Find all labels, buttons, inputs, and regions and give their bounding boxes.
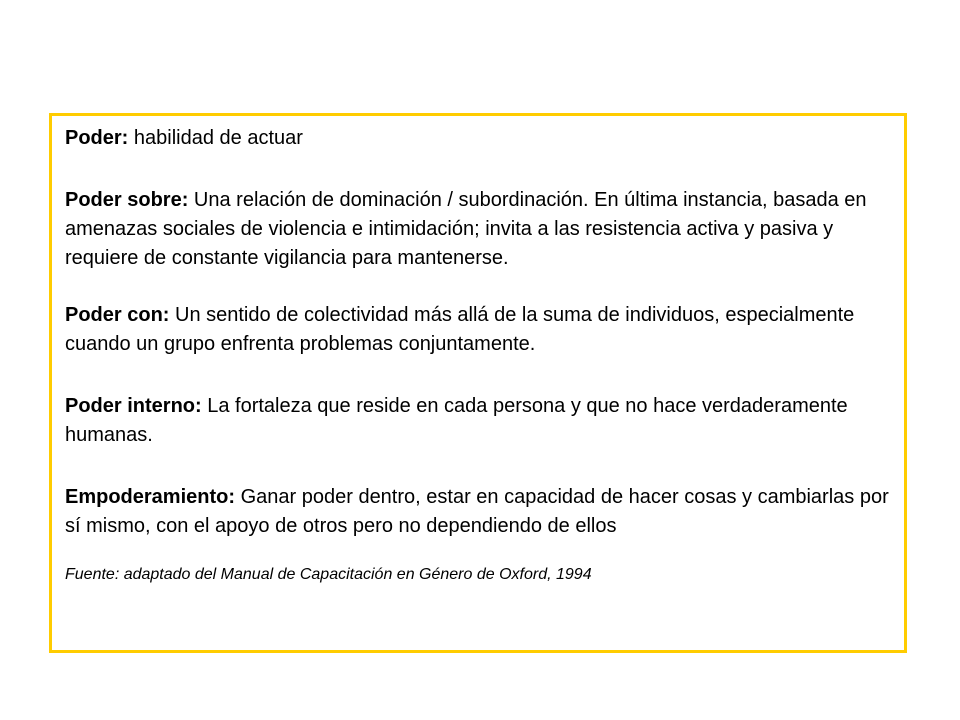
term-poder-con: Poder con: (65, 304, 170, 326)
definition-poder (65, 124, 890, 153)
definition-poder-interno (65, 392, 890, 450)
definitions-box (49, 113, 907, 653)
term-poder-sobre: Poder sobre: (65, 189, 189, 211)
text-empoderamiento: Ganar poder dentro, estar en capacidad de hacer cosas y cambiarlas por sí mismo, con el apoyo de otros pero no dependiendo de ellos (65, 486, 889, 537)
text-poder: habilidad de actuar (128, 127, 303, 149)
text-poder-sobre: Una relación de dominación / subordinación. En última instancia, basada en amenazas sociales de violencia e intimidación; invita a las resistencia activa y pasiva y requiere de constante vigilancia para mantenerse. (65, 189, 867, 269)
term-empoderamiento: Empoderamiento: (65, 486, 236, 508)
definition-poder-con (65, 301, 890, 359)
text-poder-interno: La fortaleza que reside en cada persona y que no hace verdaderamente humanas. (65, 395, 848, 446)
text-poder-con: Un sentido de colectividad más allá de la suma de individuos, especialmente cuando un grupo enfrenta problemas conjuntamente. (65, 304, 855, 355)
definition-empoderamiento (65, 483, 890, 541)
definition-poder-sobre (65, 186, 890, 273)
source-citation: Fuente: adaptado del Manual de Capacitación en Género de Oxford, 1994 (65, 566, 592, 583)
term-poder-interno: Poder interno: (65, 395, 202, 417)
term-poder: Poder: (65, 127, 129, 149)
